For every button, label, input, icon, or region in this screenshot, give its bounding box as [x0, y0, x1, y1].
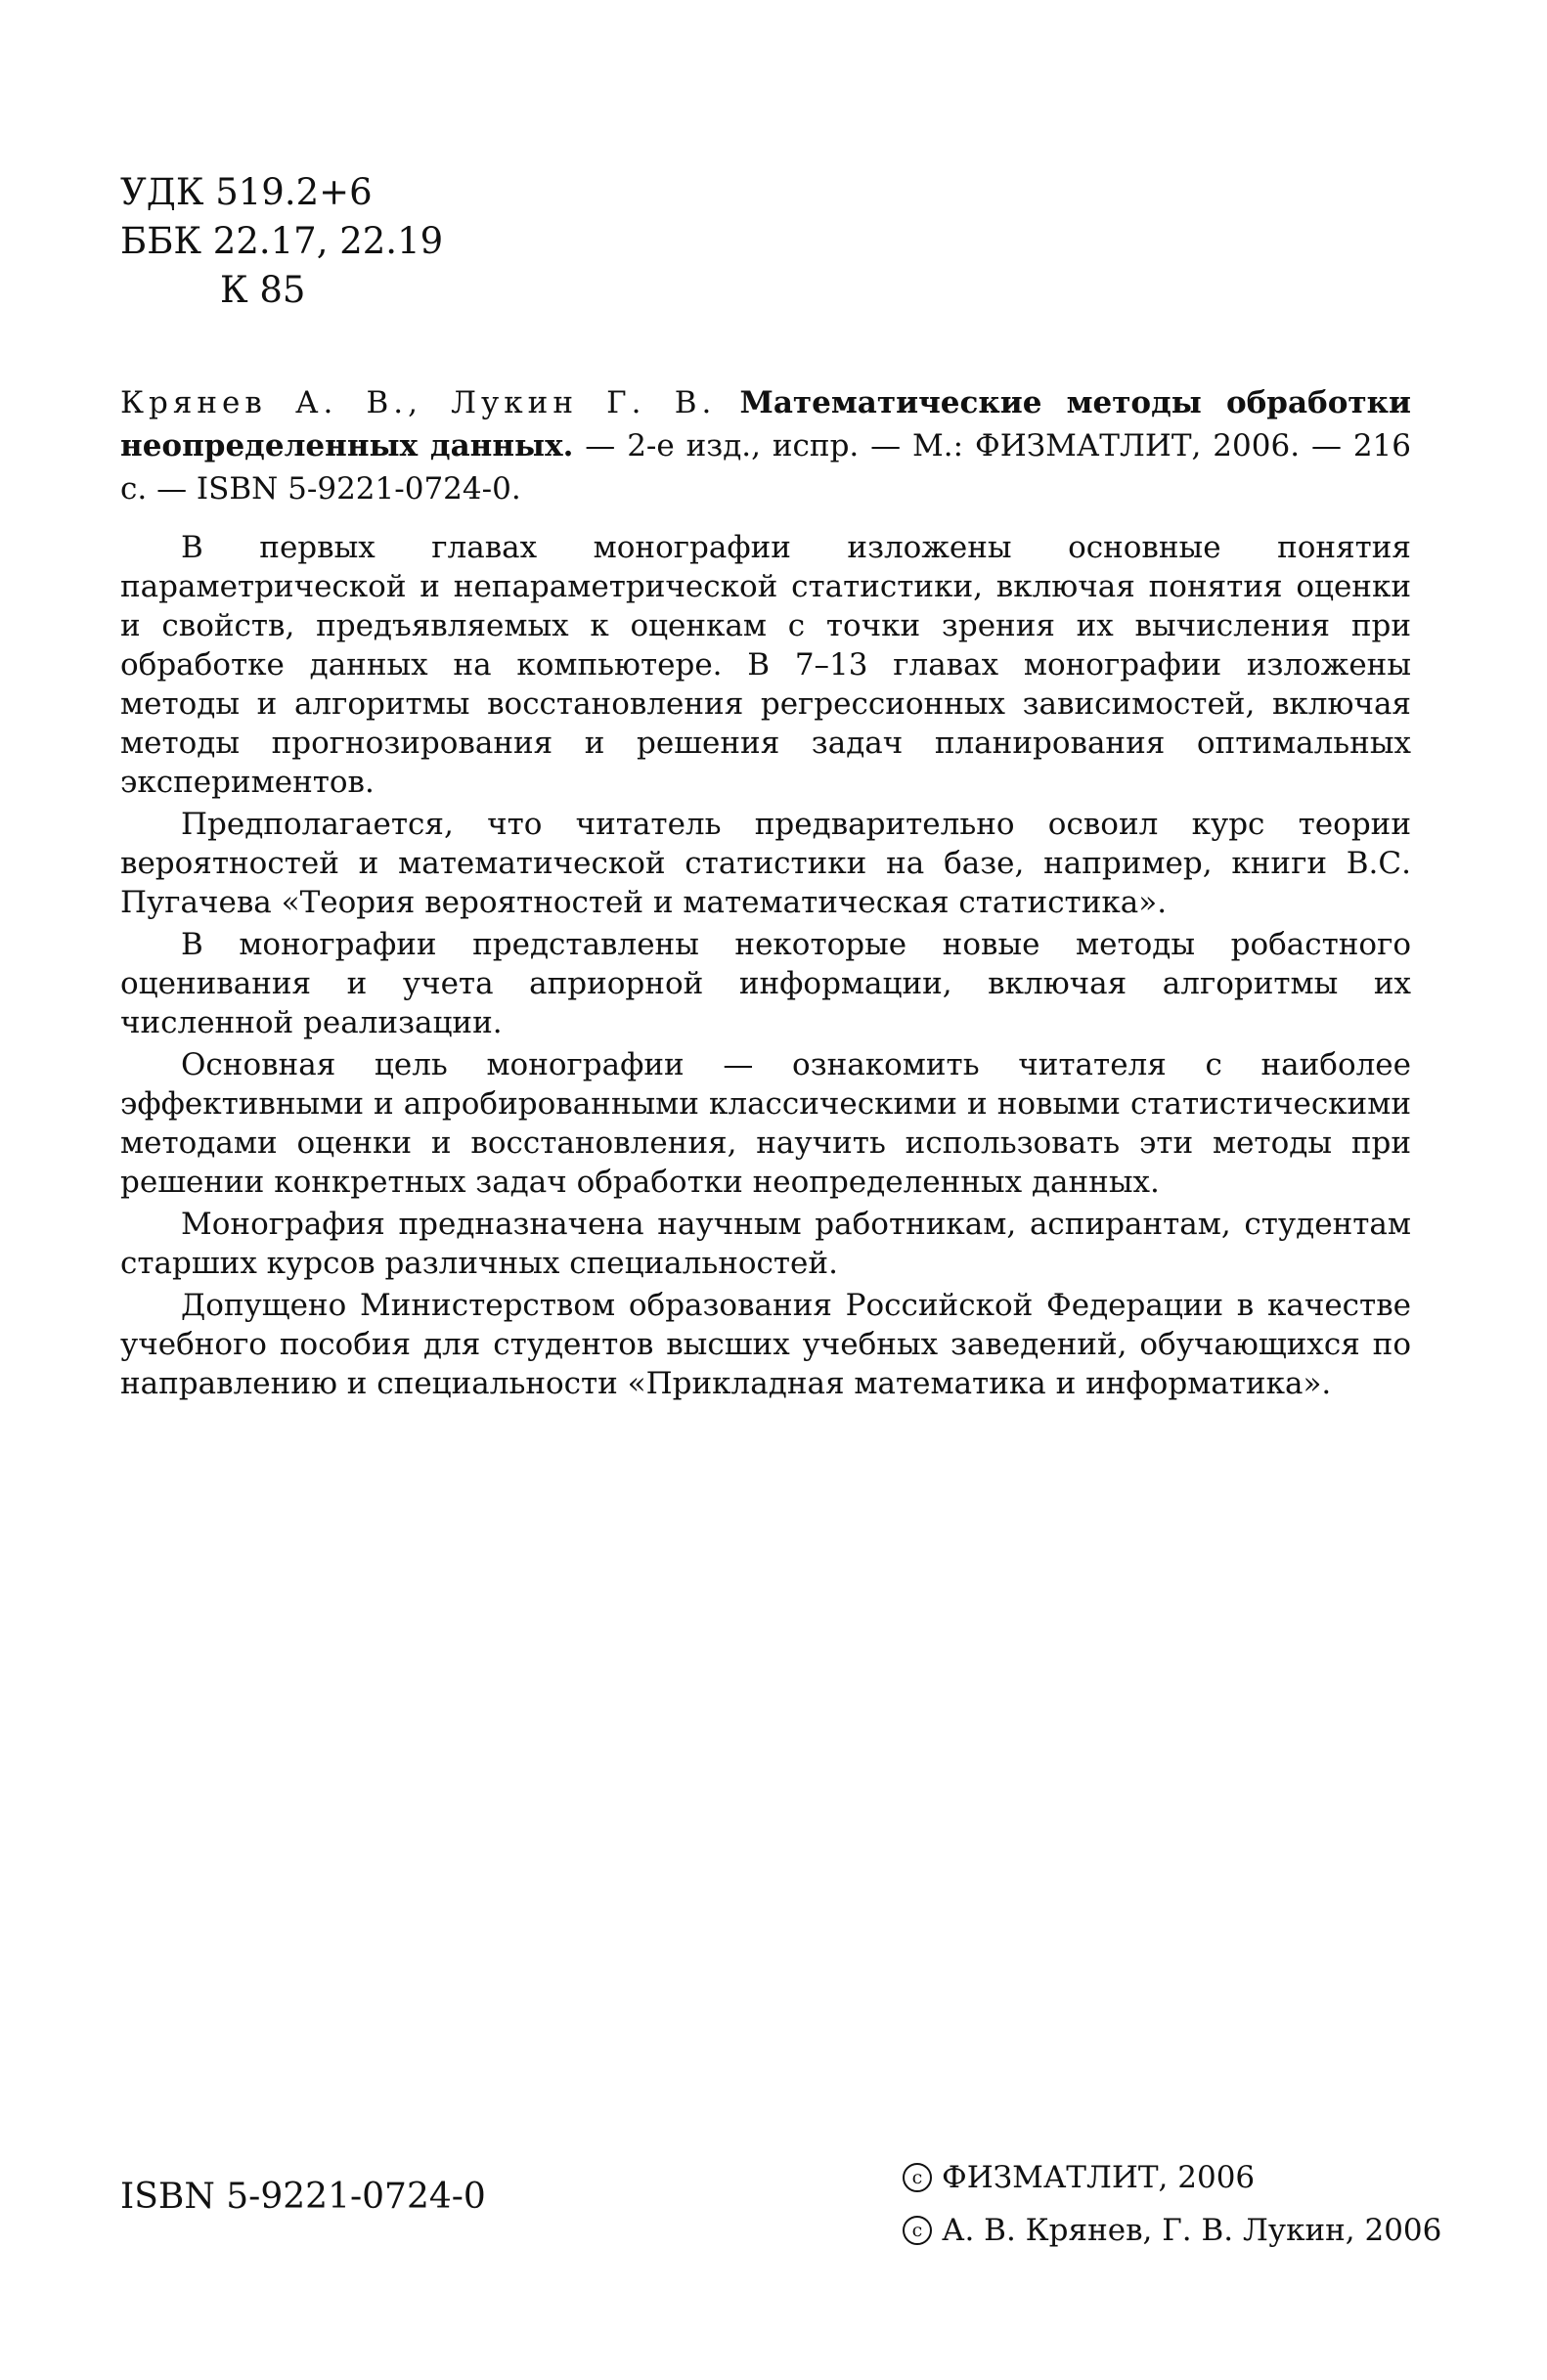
copyright-authors: А. В. Крянев, Г. В. Лукин, 2006 — [942, 2213, 1442, 2248]
annotation-paragraph: В монографии представлены некоторые новые методы робастного оценивания и учета априорной информации, включая алгоритмы их численной реализации. — [120, 927, 1411, 1040]
annotation-paragraph: Допущено Министерством образования Российской Федерации в качестве учебного пособия для студентов высших учебных заведений, обучающихся по направлению и специальности «Прикладная математика и информатика». — [120, 1288, 1411, 1401]
publication-details: — 2-е изд., испр. — М.: ФИЗМАТЛИТ, 2006. — 216 с. — ISBN 5-9221-0724-0. — [120, 428, 1412, 507]
copyright-icon: c — [903, 2216, 932, 2245]
bibliographic-entry — [120, 381, 1411, 510]
isbn-footer: ISBN 5-9221-0724-0 — [120, 2177, 486, 2217]
annotation-paragraph: Предполагается, что читатель предварительно освоил курс теории вероятностей и математической статистики на базе, например, книги В.С. Пугачева «Теория вероятностей и математическая статистика». — [120, 807, 1411, 920]
copyright-publisher: ФИЗМАТЛИТ, 2006 — [942, 2160, 1256, 2195]
annotation-paragraph: В первых главах монографии изложены основные понятия параметрической и непараметрической статистики, включая понятия оценки и свойств, предъявляемых к оценкам с точки зрения их вычисления при обработке данных на компьютере. В 7–13 главах монографии изложены методы и алгоритмы восстановления регрессионных зависимостей, включая методы прогнозирования и решения задач планирования оптимальных экспериментов. — [120, 530, 1411, 800]
book-title: Математические методы обработки неопределенных данных. — [120, 385, 1412, 463]
bbk-code: ББК 22.17, 22.19 — [120, 220, 444, 262]
copyright-icon: c — [903, 2163, 932, 2192]
annotation-paragraph: Основная цель монографии — ознакомить читателя с наиболее эффективными и апробированными классическими и новыми статистическими методами оценки и восстановления, научить использовать эти методы при решении конкретных задач обработки неопределенных данных. — [120, 1047, 1411, 1200]
classification-block — [120, 168, 443, 315]
udk-code: УДК 519.2+6 — [120, 171, 373, 213]
author-mark: К 85 — [220, 269, 306, 311]
authors: Крянев А. В., Лукин Г. В. — [120, 385, 717, 420]
copyright-authors-line — [903, 2204, 1441, 2257]
copyright-block — [903, 2151, 1441, 2257]
copyright-publisher-line — [903, 2151, 1441, 2204]
annotation — [120, 528, 1411, 1406]
annotation-paragraph: Монография предназначена научным работникам, аспирантам, студентам старших курсов различных специальностей. — [120, 1207, 1411, 1281]
